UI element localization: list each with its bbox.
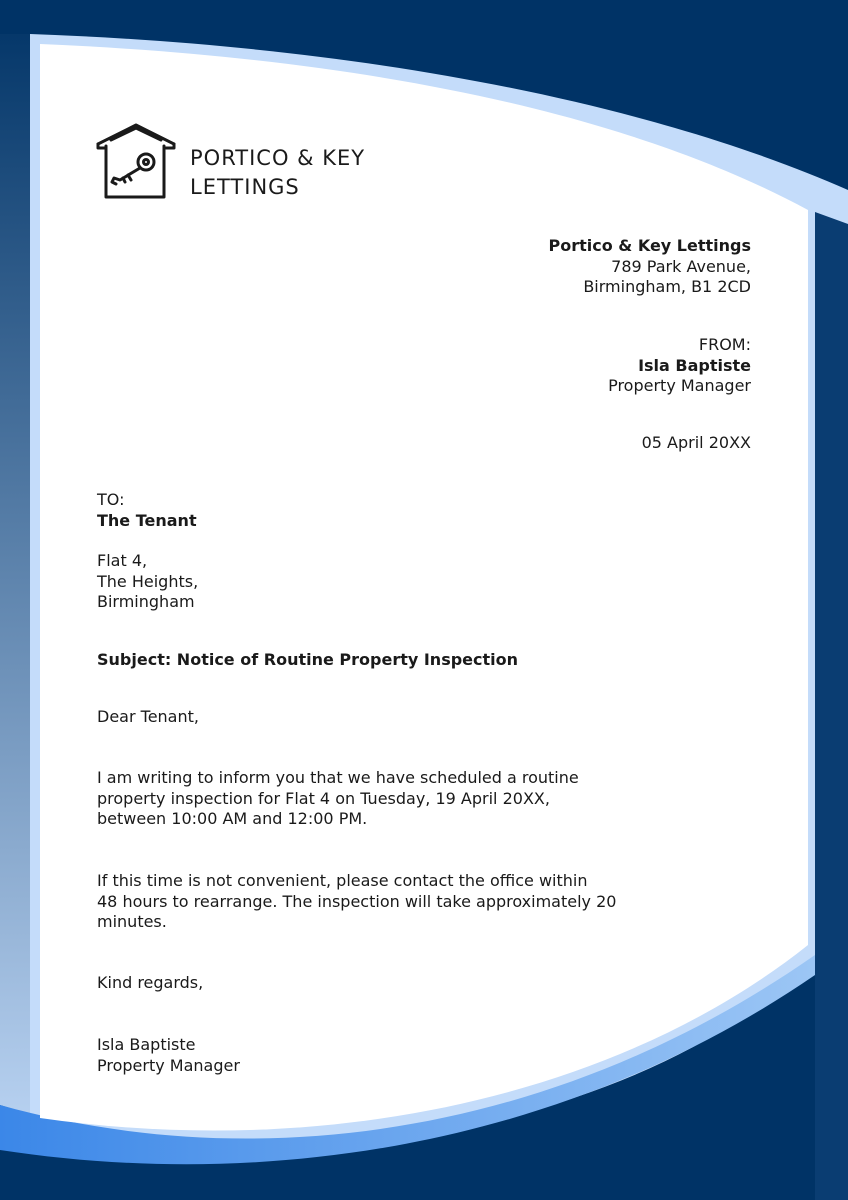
signature-name: Isla Baptiste [97,1035,196,1054]
from-name: Isla Baptiste [638,355,751,375]
letter-date [642,433,751,454]
subject-line: Subject: Notice of Routine Property Inspection [97,650,519,669]
signature-title: Property Manager [97,1055,240,1075]
closing: Kind regards, [97,973,204,992]
body-p1-line2: property inspection for Flat 4 on Tuesday, 19 April 20XX, [97,788,550,808]
recipient-address-line1: Flat 4, [97,551,148,570]
to-name: The Tenant [97,510,197,530]
sender-company: Portico & Key Lettings [548,236,751,255]
to-block [97,490,657,531]
brand-logo-text [190,144,365,202]
body-p1-line3: between 10:00 AM and 12:00 PM. [97,809,368,828]
house-key-icon [96,122,176,200]
body-p2-line3: minutes. [97,912,167,931]
from-block [608,335,751,397]
body-paragraph-2 [97,871,657,933]
body-paragraph-1 [97,768,657,830]
salutation: Dear Tenant, [97,707,199,726]
brand-name-line2: LETTINGS [190,175,300,199]
sender-address-line2: Birmingham, B1 2CD [583,277,751,296]
to-label: TO: [97,490,125,509]
signature-block [97,1035,657,1076]
sender-address-line1: 789 Park Avenue, [611,256,751,276]
from-label: FROM: [698,335,751,354]
date-text: 05 April 20XX [641,433,751,452]
body-p2-line2: 48 hours to rearrange. The inspection will take approximately 20 [97,891,617,911]
body-p1-line1: I am writing to inform you that we have scheduled a routine [97,768,579,787]
from-title: Property Manager [608,376,751,395]
recipient-address-line2: The Heights, [97,571,199,591]
recipient-address [97,551,657,613]
brand-name-line1: PORTICO & KEY [190,146,366,170]
body-p2-line1: If this time is not convenient, please contact the office within [97,871,588,890]
recipient-address-line3: Birmingham [97,592,195,611]
sender-address [549,236,751,298]
